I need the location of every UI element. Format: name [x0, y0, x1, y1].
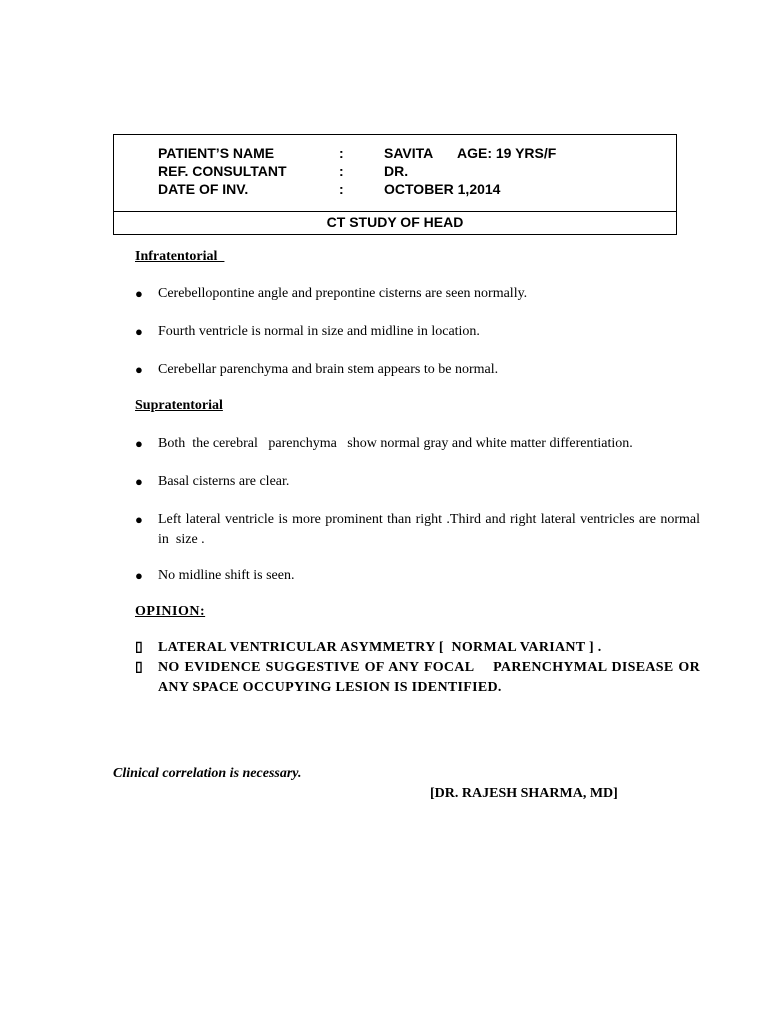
- list-item-text: Basal cisterns are clear.: [158, 474, 290, 489]
- list-item: [135, 434, 700, 454]
- patient-name-colon: :: [339, 145, 344, 161]
- list-item: [135, 510, 707, 550]
- opinion-item-text: LATERAL VENTRICULAR ASYMMETRY [ NORMAL VARIANT ] .: [158, 640, 602, 655]
- doctor-signature: [DR. RAJESH SHARMA, MD]: [430, 786, 618, 801]
- list-item: [135, 566, 700, 586]
- infratentorial-heading: Infratentorial: [135, 249, 225, 264]
- list-item: [135, 360, 700, 380]
- patient-header-box: [113, 134, 677, 235]
- list-item-text: Cerebellar parenchyma and brain stem appears to be normal.: [158, 362, 499, 377]
- patient-info-block: [114, 135, 676, 212]
- patient-name-label: PATIENT’S NAME: [158, 145, 275, 161]
- bullet-icon: ●: [135, 474, 143, 489]
- date-of-inv-label: DATE OF INV.: [158, 181, 249, 197]
- list-item-text: No midline shift is seen.: [158, 568, 295, 583]
- list-item-text: Both the cerebral parenchyma show normal gray and white matter differentiation.: [158, 436, 633, 451]
- study-title: CT STUDY OF HEAD: [326, 214, 464, 230]
- list-item: [135, 472, 700, 492]
- list-item-text: Fourth ventricle is normal in size and midline in location.: [158, 324, 480, 339]
- ref-consultant-colon: :: [339, 163, 344, 179]
- opinion-item: [135, 658, 704, 698]
- bullet-icon: ●: [135, 512, 143, 527]
- list-item: [135, 284, 700, 304]
- opinion-item: [135, 638, 700, 658]
- bullet-icon: ●: [135, 568, 143, 583]
- ref-consultant-row: [114, 162, 676, 180]
- list-item-text: Cerebellopontine angle and prepontine cisterns are seen normally.: [158, 286, 528, 301]
- placeholder-box-icon: ▯: [135, 660, 144, 675]
- list-item: [135, 322, 700, 342]
- clinical-correlation-note: Clinical correlation is necessary.: [113, 766, 302, 781]
- ref-consultant-label: REF. CONSULTANT: [158, 163, 287, 179]
- bullet-icon: ●: [135, 286, 143, 301]
- bullet-icon: ●: [135, 436, 143, 451]
- bullet-icon: ●: [135, 324, 143, 339]
- patient-name-value: SAVITA: [384, 145, 434, 161]
- date-of-inv-colon: :: [339, 181, 344, 197]
- supratentorial-heading: Supratentorial: [135, 398, 223, 413]
- ref-consultant-value: DR.: [384, 163, 409, 179]
- opinion-heading: OPINION:: [135, 604, 206, 619]
- patient-age-value: AGE: 19 YRS/F: [457, 145, 557, 161]
- bullet-icon: ●: [135, 362, 143, 377]
- date-of-inv-value: OCTOBER 1,2014: [384, 181, 501, 197]
- patient-name-row: [114, 144, 676, 162]
- opinion-item-text: NO EVIDENCE SUGGESTIVE OF ANY FOCAL PARENCHYMAL DISEASE OR ANY SPACE OCCUPYING LESION IS IDENTIFIED.: [158, 660, 704, 695]
- date-of-inv-row: [114, 180, 676, 198]
- placeholder-box-icon: ▯: [135, 640, 144, 655]
- list-item-text: Left lateral ventricle is more prominent than right .Third and right lateral ventricles are normal in size .: [158, 512, 707, 547]
